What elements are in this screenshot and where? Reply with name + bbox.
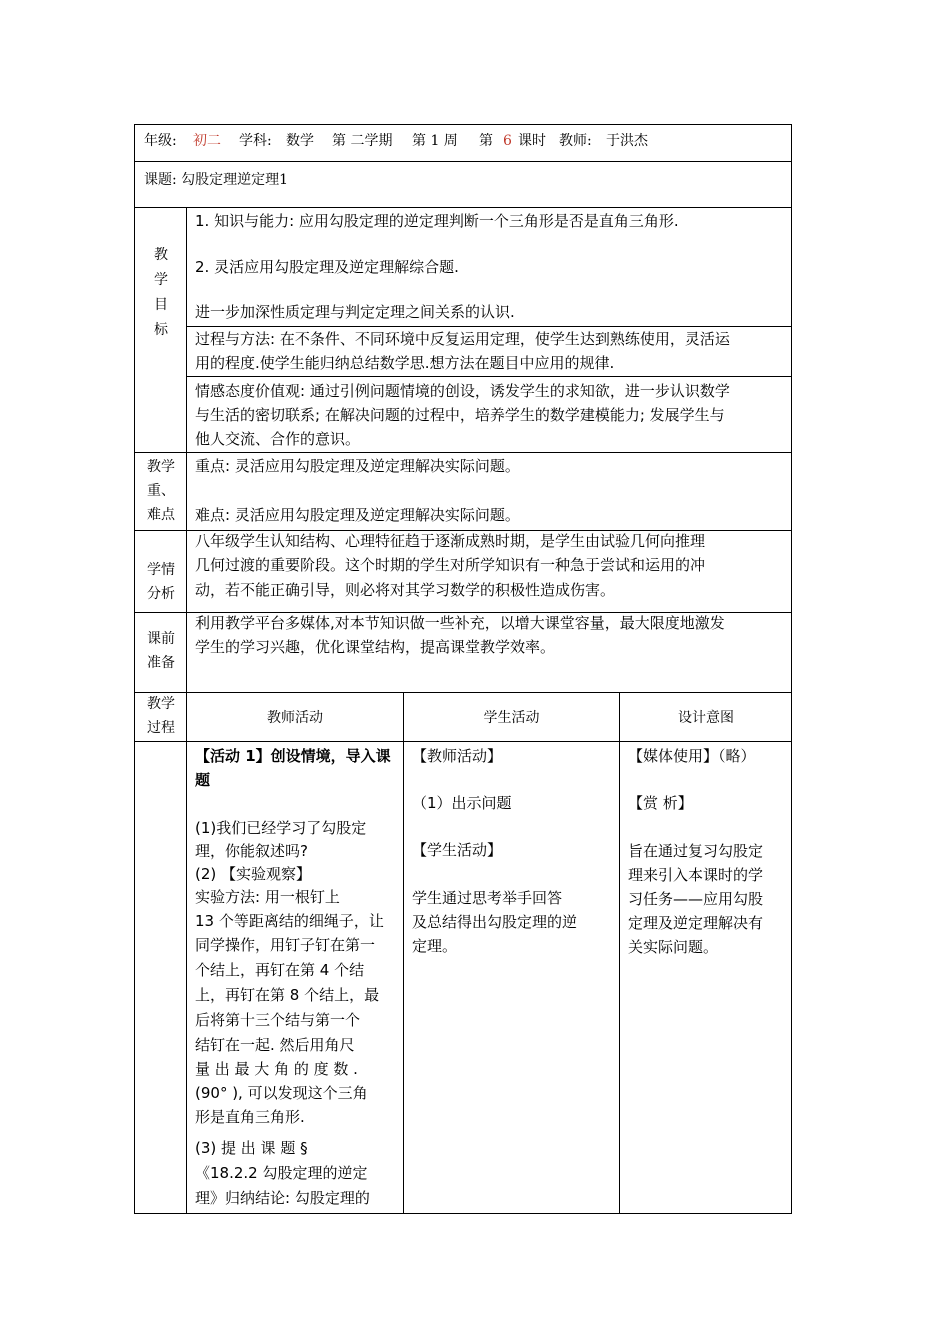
teacher-line-15: 《18.2.2 勾股定理的逆定 [195, 1164, 368, 1182]
preparation-row [134, 612, 792, 693]
emotion-cell [187, 377, 792, 452]
teacher-value: 于洪杰 [606, 133, 648, 149]
keypoints-label-3: 难点 [147, 507, 175, 523]
student-line-2: 及总结得出勾股定理的逆 [412, 913, 578, 931]
teacher-line-9: 后将第十三个结与第一个 [195, 1011, 361, 1029]
preparation-line-2: 学生的学习兴趣，优化课堂结构，提高课堂教学效率。 [195, 638, 556, 656]
analysis-label-1: 学情 [147, 562, 175, 578]
analysis-line-2: 几何过渡的重要阶段。这个时期的学生对所学知识有一种急于尝试和运用的冲 [195, 556, 706, 574]
objectives-label-1: 教 [154, 247, 168, 263]
knowledge-line-3: 进一步加深性质定理与判定定理之间关系的认识. [195, 303, 515, 321]
teacher-activity-title: 教师活动 [267, 710, 323, 726]
appreciation-label: 【赏 析】 [628, 794, 693, 812]
knowledge-line-1: 1. 知识与能力: 应用勾股定理的逆定理判断一个三角形是否是直角三角形. [195, 212, 679, 230]
topic-row [134, 161, 792, 208]
activity-row [134, 741, 792, 1214]
teacher-label: 教师: [559, 133, 592, 149]
analysis-label [135, 530, 187, 612]
objectives-label-4: 标 [154, 322, 168, 338]
teacher-activity-cell [187, 741, 404, 1213]
analysis-line-1: 八年级学生认知结构、心理特征趋于逐渐成熟时期，是学生由试验几何向推理 [195, 532, 706, 550]
process-label-1: 教学 [147, 696, 175, 712]
teacher-line-10: 结钉在一起. 然后用角尺 [195, 1036, 355, 1054]
objectives-label [135, 207, 187, 452]
emotion-line-2: 与生活的密切联系; 在解决问题的过程中，培养学生的数学建模能力; 发展学生与 [195, 406, 725, 424]
teacher-line-6: 同学操作，用钉子钉在第一 [195, 936, 376, 954]
important-point: 重点: 灵活应用勾股定理及逆定理解决实际问题。 [195, 457, 520, 475]
lesson-number: 6 [503, 133, 512, 149]
activity-title-1: 【活动 1】创设情境，导入课 [195, 747, 391, 765]
student-line-1: 学生通过思考举手回答 [412, 889, 563, 907]
teacher-line-8: 上，再钉在第 8 个结上，最 [195, 986, 380, 1004]
objectives-row [134, 207, 792, 453]
design-line-5: 关实际问题。 [628, 938, 719, 956]
student-activity-title: 学生活动 [483, 710, 540, 726]
topic-text: 课题: 勾股定理逆定理1 [144, 172, 289, 188]
preparation-label [135, 612, 187, 692]
teacher-line-14: (3) 提 出 课 题 § [195, 1139, 308, 1157]
student-activity-header [404, 692, 620, 741]
process-label-2: 过程 [147, 720, 175, 736]
keypoints-label [135, 452, 187, 530]
analysis-row [134, 530, 792, 613]
semester: 第 二学期 [332, 133, 393, 149]
objectives-label-3: 目 [154, 297, 168, 313]
teacher-line-3: (2) 【实验观察】 [195, 865, 312, 883]
design-line-1: 旨在通过复习勾股定 [628, 842, 764, 860]
emotion-line-1: 情感态度价值观: 通过引例问题情境的创设，诱发学生的求知欲，进一步认识数学 [195, 382, 730, 400]
student-show-question: （1）出示问题 [412, 794, 512, 812]
subject-value: 数学 [286, 133, 314, 149]
process-label [135, 692, 187, 741]
design-line-3: 习任务——应用勾股 [628, 890, 764, 908]
teacher-line-2: 理，你能叙述吗? [195, 842, 308, 860]
emotion-line-3: 他人交流、合作的意识。 [195, 430, 361, 448]
keypoints-row [134, 452, 792, 531]
student-teacher-activity-label: 【教师活动】 [412, 747, 503, 765]
teacher-line-12: (90° ), 可以发现这个三角 [195, 1084, 368, 1102]
teacher-line-5: 13 个等距离结的细绳子，让 [195, 912, 384, 930]
keypoints-label-1: 教学 [147, 459, 175, 475]
process-header-row [134, 692, 792, 742]
lesson-suffix: 课时 [518, 133, 546, 149]
teacher-line-11: 量 出 最 大 角 的 度 数 . [195, 1060, 358, 1078]
design-line-4: 定理及逆定理解决有 [628, 914, 764, 932]
objectives-label-2: 学 [154, 272, 168, 288]
process-line-1: 过程与方法: 在不条件、不同环境中反复运用定理，使学生达到熟练使用，灵活运 [195, 330, 730, 348]
teacher-line-4: 实验方法: 用一根钉上 [195, 888, 340, 906]
week: 第 1 周 [412, 133, 458, 149]
keypoints-label-2: 重、 [147, 483, 175, 499]
grade-label: 年级: [144, 133, 177, 149]
process-line-2: 用的程度.使学生能归纳总结数学思.想方法在题目中应用的规律. [195, 354, 615, 372]
process-method-cell [187, 327, 792, 377]
teacher-activity-header [187, 692, 404, 741]
activity-label-cell [135, 741, 187, 1213]
analysis-line-3: 动，若不能正确引导，则必将对其学习数学的积极性造成伤害。 [195, 581, 616, 599]
student-activity-label: 【学生活动】 [412, 841, 503, 859]
difficult-point: 难点: 灵活应用勾股定理及逆定理解决实际问题。 [195, 506, 520, 524]
teacher-line-13: 形是直角三角形. [195, 1108, 305, 1126]
subject-label: 学科: [239, 133, 272, 149]
preparation-label-1: 课前 [147, 631, 175, 647]
design-intent-title: 设计意图 [678, 710, 734, 726]
knowledge-line-2: 2. 灵活应用勾股定理及逆定理解综合题. [195, 258, 459, 276]
teacher-line-1: (1)我们已经学习了勾股定 [195, 819, 367, 837]
preparation-label-2: 准备 [147, 655, 175, 671]
teacher-line-7: 个结上，再钉在第 4 个结 [195, 961, 365, 979]
preparation-line-1: 利用教学平台多媒体,对本节知识做一些补充，以增大课堂容量，最大限度地激发 [195, 614, 725, 632]
design-line-2: 理来引入本课时的学 [628, 866, 764, 884]
grade-value: 初二 [193, 133, 221, 149]
student-line-3: 定理。 [412, 937, 458, 955]
design-intent-cell [620, 741, 792, 1213]
analysis-label-2: 分析 [147, 586, 175, 602]
activity-title-2: 题 [195, 771, 211, 789]
student-activity-cell [404, 741, 620, 1213]
lesson-prefix: 第 [479, 133, 493, 149]
header-row [134, 124, 792, 162]
media-use-label: 【媒体使用】（略） [628, 747, 756, 765]
knowledge-cell [187, 207, 792, 327]
teacher-line-16: 理》归纳结论: 勾股定理的 [195, 1189, 370, 1207]
